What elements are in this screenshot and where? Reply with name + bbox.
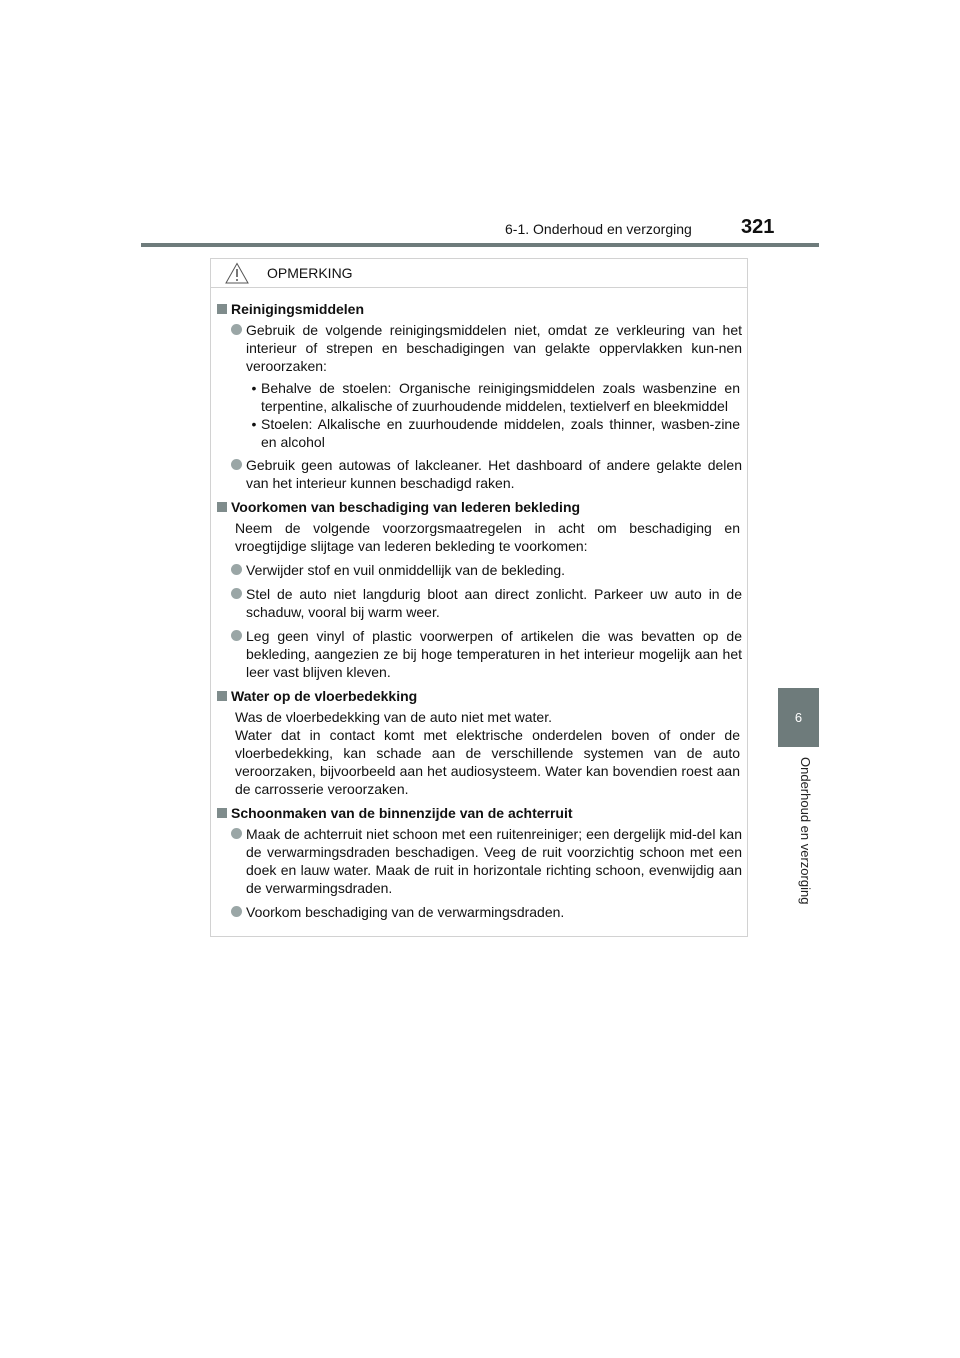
sub-item: [247, 415, 742, 451]
notice-header: [211, 259, 747, 288]
section-heading: [216, 687, 742, 705]
section-heading: [216, 498, 742, 516]
circle-bullet-icon: [231, 459, 242, 470]
section-heading: [216, 804, 742, 822]
page-number: 321: [741, 216, 775, 238]
chapter-label: Onderhoud en verzorging: [798, 757, 813, 905]
notice-title: OPMERKING: [267, 265, 353, 281]
circle-bullet-icon: [231, 588, 242, 599]
dot-bullet-icon: •: [251, 416, 257, 432]
list-item: [231, 456, 742, 492]
chapter-number: 6: [794, 710, 803, 725]
list-item: [231, 561, 742, 579]
sub-item: [247, 379, 742, 415]
circle-bullet-icon: [231, 906, 242, 917]
square-bullet-icon: [217, 502, 227, 512]
section-leather-upholstery: [216, 498, 742, 681]
notice-box: [210, 258, 748, 937]
section-title: 6-1. Onderhoud en verzorging: [505, 221, 692, 237]
circle-bullet-icon: [231, 324, 242, 335]
circle-bullet-icon: [231, 828, 242, 839]
section-heading-text: Reinigingsmiddelen: [231, 301, 365, 317]
section-intro: Neem de volgende voorzorgsmaatregelen in acht om beschadiging en vroegtijdige slijtage van lederen bekleding te voorkomen:: [235, 520, 740, 554]
section-heading-text: Schoonmaken van de binnenzijde van de achterruit: [231, 805, 573, 821]
sub-list: [216, 379, 742, 451]
section-heading-text: Water op de vloerbedekking: [231, 688, 418, 704]
section-heading: [216, 300, 742, 318]
section-floor-water: [216, 687, 742, 798]
section-paragraph: Was de vloerbedekking van de auto niet met water.: [235, 709, 552, 725]
section-cleaning-agents: [216, 300, 742, 492]
section-paragraph: Water dat in contact komt met elektrische onderdelen boven of onder de vloerbedekking, kan schade aan de verschillende systemen van de auto veroorzaken, bijvoorbeeld aan het audiosysteem. Water kan bovendien roest aan de carrosserie veroorzaken.: [235, 727, 740, 797]
list-item: [231, 321, 742, 375]
list-item-text: Leg geen vinyl of plastic voorwerpen of artikelen die was bevatten op de bekleding, aangezien ze bij hoge temperaturen in het interieur mogelijk aan het leer vast blijven kleven.: [246, 628, 742, 680]
sub-item-text: Behalve de stoelen: Organische reinigingsmiddelen zoals wasbenzine en terpentine, alkalische of zuurhoudende middelen, textielverf en bleekmiddel: [261, 380, 740, 414]
section-rear-window: [216, 804, 742, 921]
list-item: [231, 585, 742, 621]
warning-triangle-icon: [225, 262, 249, 284]
square-bullet-icon: [217, 808, 227, 818]
sub-item-text: Stoelen: Alkalische en zuurhoudende middelen, zoals thinner, wasben-zine en alcohol: [261, 416, 740, 450]
dot-bullet-icon: •: [251, 380, 257, 396]
notice-content: [211, 300, 747, 927]
square-bullet-icon: [217, 691, 227, 701]
section-heading-text: Voorkomen van beschadiging van lederen bekleding: [231, 499, 581, 515]
list-item-text: Voorkom beschadiging van de verwarmingsdraden.: [246, 904, 565, 920]
header-divider: [141, 243, 819, 247]
list-item-text: Gebruik de volgende reinigingsmiddelen niet, omdat ze verkleuring van het interieur of strepen en beschadigingen van gelakte oppervlakken kun-nen veroorzaken:: [246, 322, 742, 374]
list-item: [231, 825, 742, 897]
list-item-text: Gebruik geen autowas of lakcleaner. Het dashboard of andere gelakte delen van het interieur kunnen beschadigd raken.: [246, 457, 742, 491]
square-bullet-icon: [217, 304, 227, 314]
list-item-text: Maak de achterruit niet schoon met een ruitenreiniger; een dergelijk mid-del kan de verwarmingsdraden beschadigen. Veeg de ruit voorzichtig schoon met een doek en lauw water. Maak de ruit in horizontale richting schoon, evenwijdig aan de verwarmingsdraden.: [246, 826, 742, 896]
list-item: [231, 903, 742, 921]
list-item-text: Stel de auto niet langdurig bloot aan direct zonlicht. Parkeer uw auto in de schaduw, vooral bij warm weer.: [246, 586, 742, 620]
chapter-tab: [778, 688, 819, 747]
circle-bullet-icon: [231, 630, 242, 641]
list-item-text: Verwijder stof en vuil onmiddellijk van de bekleding.: [246, 562, 566, 578]
circle-bullet-icon: [231, 564, 242, 575]
list-item: [231, 627, 742, 681]
